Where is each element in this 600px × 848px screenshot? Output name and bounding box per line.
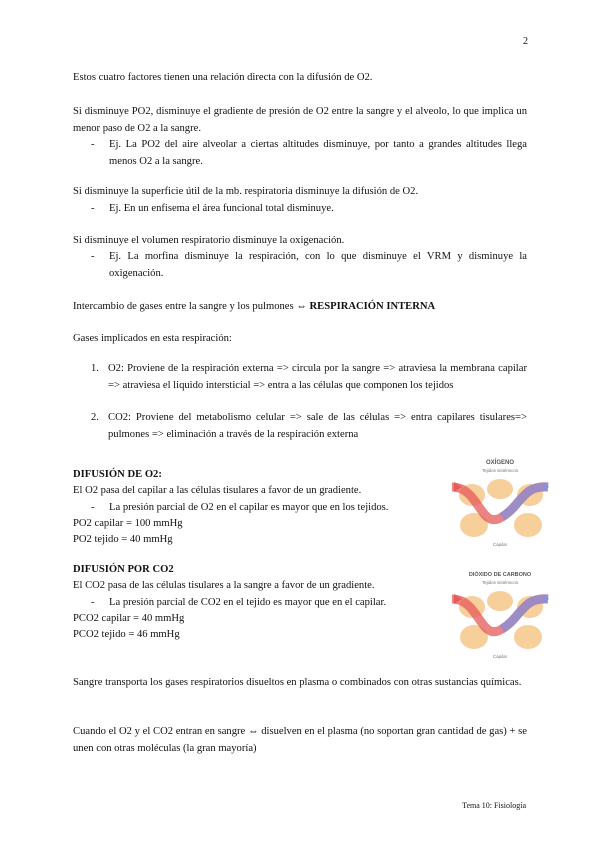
dash-bullet: - [91, 139, 95, 150]
tissue-cell [487, 479, 513, 499]
list-text: O2: Proviene de la respiración externa => circula por la sangre => atraviesa la membrana capilar => atraviesa el liquido intersticial => entra a las células que componen los tejidos [108, 363, 527, 391]
pressure-paragraph: Si disminuye PO2, disminuye el gradiente de presión de O2 entre la sangre y el alveolo, lo que implica un menor paso de O2 a la sangre. [73, 106, 527, 134]
dash-bullet: - [91, 251, 95, 262]
page-number: 2 [523, 36, 528, 47]
dash-bullet: - [91, 502, 95, 513]
diagram-subtitle: Tejidos sistémicos [481, 468, 519, 473]
transport-paragraph: Sangre transporta los gases respiratorios disueltos en plasma o combinados con otras sustancias químicas. [73, 677, 522, 688]
diagram-title: DIÓXIDO DE CARBONO [468, 572, 532, 578]
list-number: 2. [91, 412, 99, 423]
gases-intro: Gases implicados en esta respiración: [73, 333, 232, 344]
pressure-example [91, 137, 527, 170]
tissue-cell [514, 513, 542, 537]
exchange-heading [73, 299, 527, 316]
tissue-cell [514, 625, 542, 649]
enter-paragraph: Cuando el O2 y el CO2 entran en sangre ⇔ disuelven en el plasma (no soportan gran cantidad de gas) + se unen con otras moléculas (la gran mayoría) [73, 726, 527, 754]
o2-heading: DIFUSIÓN DE O2: [73, 469, 162, 480]
list-text: CO2: Proviene del metabolismo celular => sale de las células => entra capilares tisulares=> pulmones => eliminación a través de la respiración externa [108, 412, 527, 440]
o2-bullet [91, 500, 439, 517]
dash-bullet: - [91, 203, 95, 214]
surface-paragraph: Si disminuye la superficie útil de la mb. respiratoria disminuye la difusión de O2. [73, 186, 419, 197]
co2-value-tissue: PCO2 tejido = 46 mmHg [73, 629, 180, 640]
page-footer: Tema 10: Fisiología [462, 801, 526, 810]
exchange-bold: RESPIRACIÓN INTERNA [309, 301, 436, 312]
dash-bullet: - [91, 597, 95, 608]
co2-heading: DIFUSIÓN POR CO2 [73, 564, 174, 575]
surface-example [91, 201, 527, 218]
diagram-title: OXÍGENO [485, 460, 515, 466]
volume-example [91, 249, 527, 282]
o2-bullet-text: La presión parcial de O2 en el capilar es mayor que en los tejidos. [109, 502, 389, 513]
tissue-cell [487, 591, 513, 611]
diagram-capillary-label: Capilar [492, 542, 508, 547]
surface-example-text: Ej. En un enfisema el área funcional total disminuye. [109, 203, 334, 214]
list-number: 1. [91, 363, 99, 374]
list-item [91, 410, 527, 443]
exchange-prefix: Intercambio de gases entre la sangre y los pulmones ⇔ [73, 301, 310, 312]
o2-value-capillary: PO2 capilar = 100 mmHg [73, 518, 183, 529]
diagram-subtitle: Tejidos sistémicos [481, 580, 519, 585]
oxygen-diffusion-diagram [450, 455, 550, 551]
pressure-example-text: Ej. La PO2 del aire alveolar a ciertas altitudes disminuye, por tanto a grandes altitudes llega menos O2 a la sangre. [109, 139, 527, 167]
intro-paragraph: Estos cuatro factores tienen una relación directa con la difusión de O2. [73, 72, 373, 83]
o2-value-tissue: PO2 tejido = 40 mmHg [73, 534, 173, 545]
o2-line: El O2 pasa del capilar a las células tisulares a favor de un gradiente. [73, 485, 362, 496]
co2-diffusion-diagram [450, 567, 550, 663]
volume-paragraph: Si disminuye el volumen respiratorio disminuye la oxigenación. [73, 235, 345, 246]
list-item [91, 361, 527, 394]
volume-example-text: Ej. La morfina disminuye la respiración, con lo que disminuye el VRM y disminuye la oxigenación. [109, 251, 527, 279]
co2-bullet-text: La presión parcial de CO2 en el tejido es mayor que en el capilar. [109, 597, 387, 608]
co2-value-capillary: PCO2 capilar = 40 mmHg [73, 613, 185, 624]
co2-line: El CO2 pasa de las células tisulares a la sangre a favor de un gradiente. [73, 580, 375, 591]
diagram-capillary-label: Capilar [492, 654, 508, 659]
co2-bullet [91, 595, 439, 612]
